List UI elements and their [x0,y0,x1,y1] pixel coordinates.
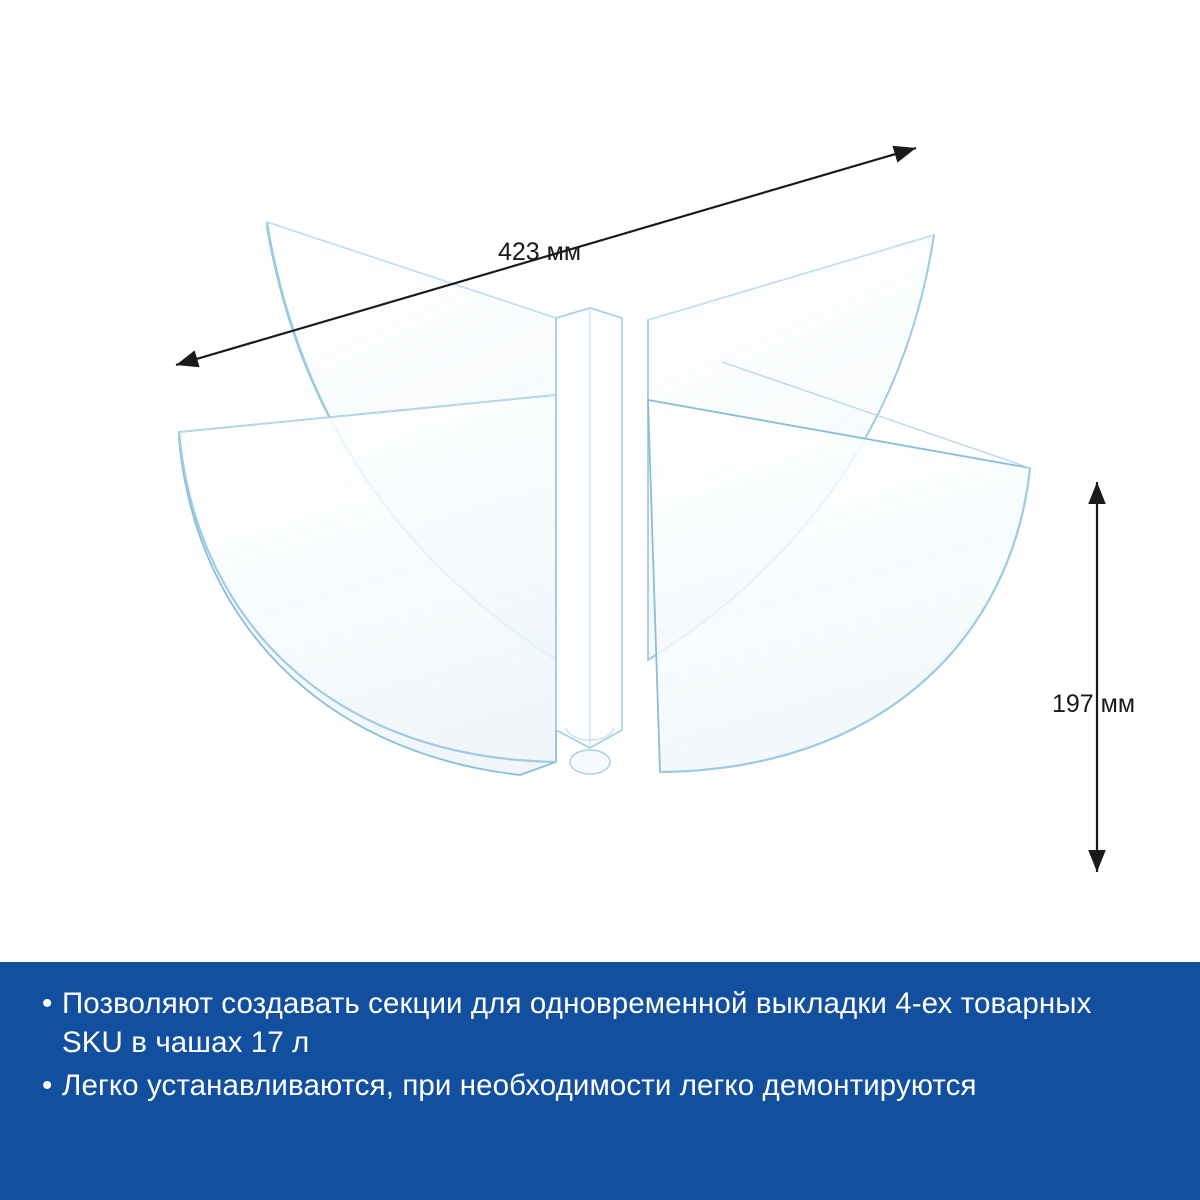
feature-item-1: • Позволяют создавать секции для одновременной выкладки 4-ех товарных SKU в чашах 17 л [40,984,1160,1062]
features-panel [0,962,1200,1200]
dimension-label-height: 197 мм [1052,690,1136,718]
center-connector-column [556,308,622,774]
divider-panel-front-left [179,395,556,775]
dimension-label-width: 423 мм [498,238,582,266]
feature-list [40,984,1160,1106]
feature-item-2: • Легко устанавливаются, при необходимости легко демонтируются [40,1066,1160,1105]
